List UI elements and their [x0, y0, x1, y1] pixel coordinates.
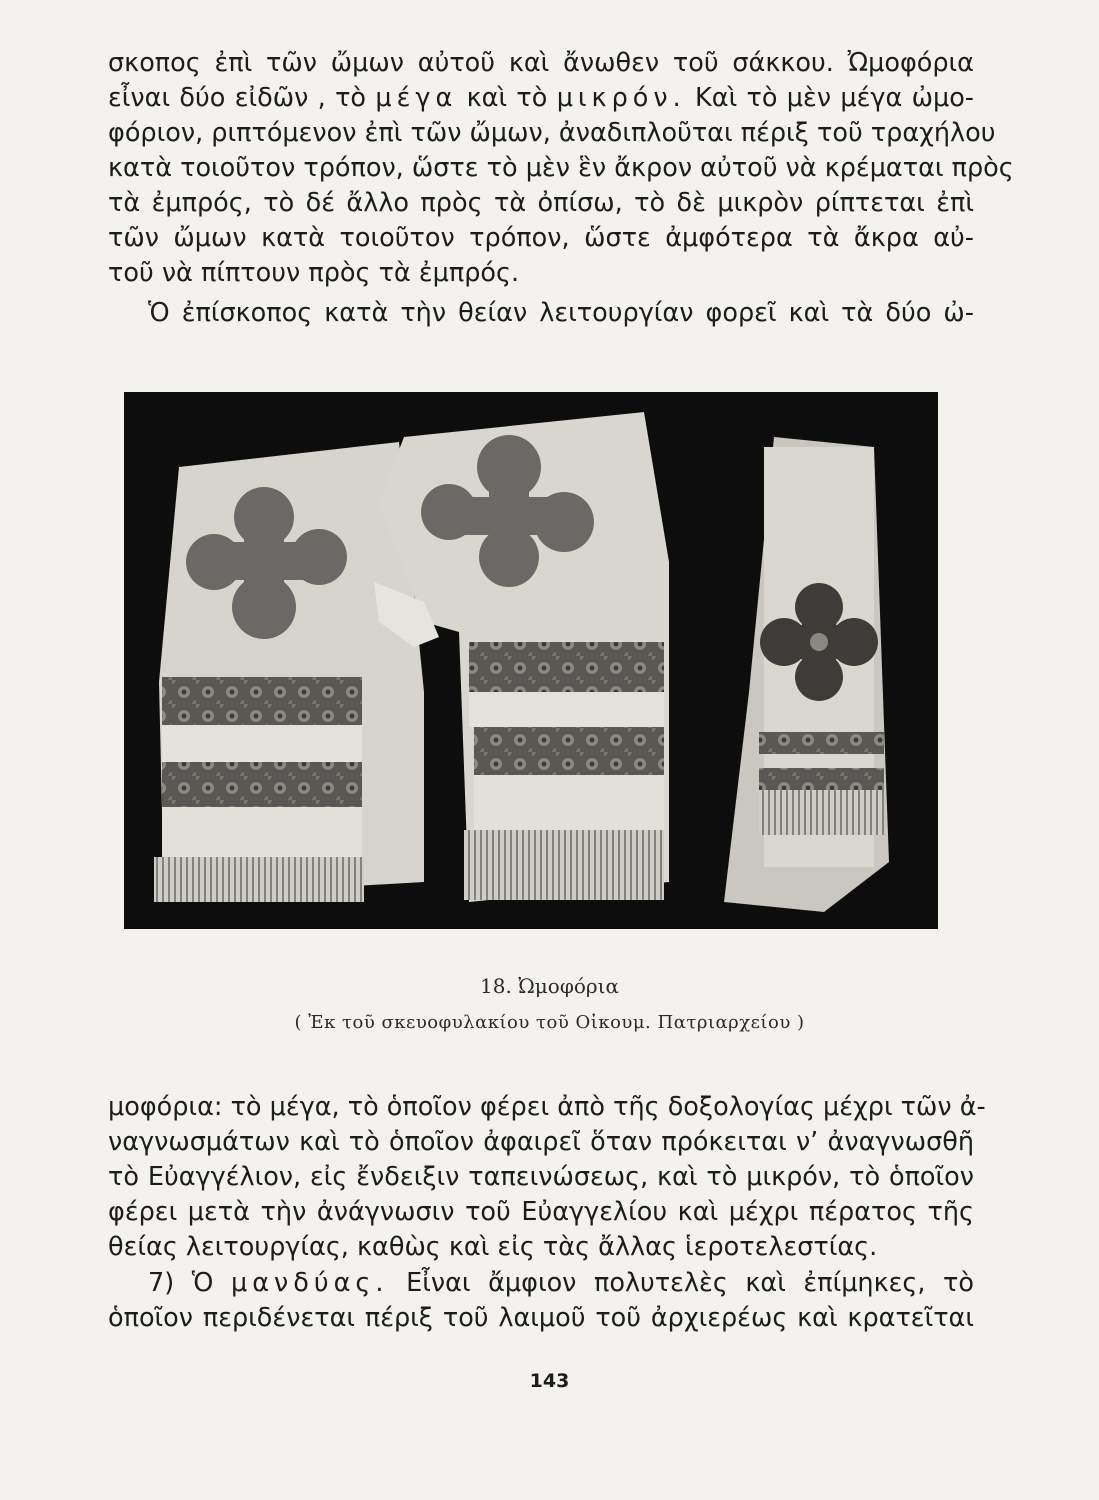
omophoria-photograph [124, 392, 938, 929]
text-line: φέρει μετὰ τὴν ἀνάγνωσιν τοῦ Εὐαγγελίου καὶ μέχρι πέρατος τῆς [108, 1197, 974, 1227]
text-line: τὰ ἐμπρός, τὸ δέ ἄλλο πρὸς τὰ ὀπίσω, τὸ δὲ μικρὸν ρίπτεται ἐπὶ [108, 188, 974, 218]
text-line: τοῦ νὰ πίπτουν πρὸς τὰ ἐμπρός. [108, 258, 520, 288]
text-segment: εἶναι δύο εἰδῶν , τὸ [108, 83, 367, 113]
paragraph-bishop [108, 296, 974, 331]
spaced-word: μικρόν. [556, 83, 686, 113]
page-number: 143 [529, 1370, 570, 1392]
text-line: φόριον, ριπτόμενον ἐπὶ τῶν ὤμων, ἀναδιπλοῦται πέριξ τοῦ τραχήλου [108, 118, 996, 148]
text-line [108, 1266, 974, 1301]
figure-caption-source: ( Ἐκ τοῦ σκευοφυλακίου τοῦ Οἰκουμ. Πατριαρχείου ) [294, 1012, 805, 1033]
text-line: κατὰ τοιοῦτον τρόπον, ὥστε τὸ μὲν ἓν ἄκρον αὐτοῦ νὰ κρέμαται πρὸς [108, 153, 1014, 183]
text-line: σκοπος ἐπὶ τῶν ὤμων αὐτοῦ καὶ ἄνωθεν τοῦ σάκκου. Ὠμοφόρια [108, 48, 974, 78]
paragraph-omophoria-description [108, 46, 1014, 291]
spaced-word: μέγα [375, 83, 458, 113]
paragraph-omophoria-usage [108, 1090, 986, 1265]
spaced-word: μανδύας. [230, 1268, 389, 1298]
text-line [108, 81, 974, 116]
text-segment: καὶ τὸ [466, 83, 548, 113]
text-line: μοφόρια: τὸ μέγα, τὸ ὁποῖον φέρει ἀπὸ τῆς δοξολογίας μέχρι τῶν ἀ- [108, 1092, 986, 1122]
text-line: τῶν ὤμων κατὰ τοιοῦτον τρόπον, ὥστε ἀμφότερα τὰ ἄκρα αὐ- [108, 223, 974, 253]
text-line: τὸ Εὐαγγέλιον, εἰς ἔνδειξιν ταπεινώσεως, καὶ τὸ μικρόν, τὸ ὁποῖον [108, 1162, 974, 1192]
text-line: ναγνωσμάτων καὶ τὸ ὁποῖον ἀφαιρεῖ ὅταν πρόκειται ν’ ἀναγνωσθῆ [108, 1127, 974, 1157]
paragraph-mandyas [108, 1266, 974, 1336]
text-line: ὁποῖον περιδένεται πέριξ τοῦ λαιμοῦ τοῦ ἀρχιερέως καὶ κρατεῖται [108, 1303, 974, 1333]
text-line: Ὁ ἐπίσκοπος κατὰ τὴν θείαν λειτουργίαν φορεῖ καὶ τὰ δύο ὠ- [148, 298, 974, 328]
text-segment: Εἶναι ἄμφιον πολυτελὲς καὶ ἐπίμηκες, τὸ [406, 1268, 975, 1298]
text-line: θείας λειτουργίας, καθὼς καὶ εἰς τὰς ἄλλας ἱεροτελεστίας. [108, 1232, 878, 1262]
figure-photo-omophoria [124, 392, 938, 929]
text-segment: Καὶ τὸ μὲν μέγα ὠμο- [695, 83, 974, 113]
figure-caption-number: 18. Ὠμοφόρια [480, 974, 619, 998]
text-segment: 7) Ὁ [148, 1268, 214, 1298]
